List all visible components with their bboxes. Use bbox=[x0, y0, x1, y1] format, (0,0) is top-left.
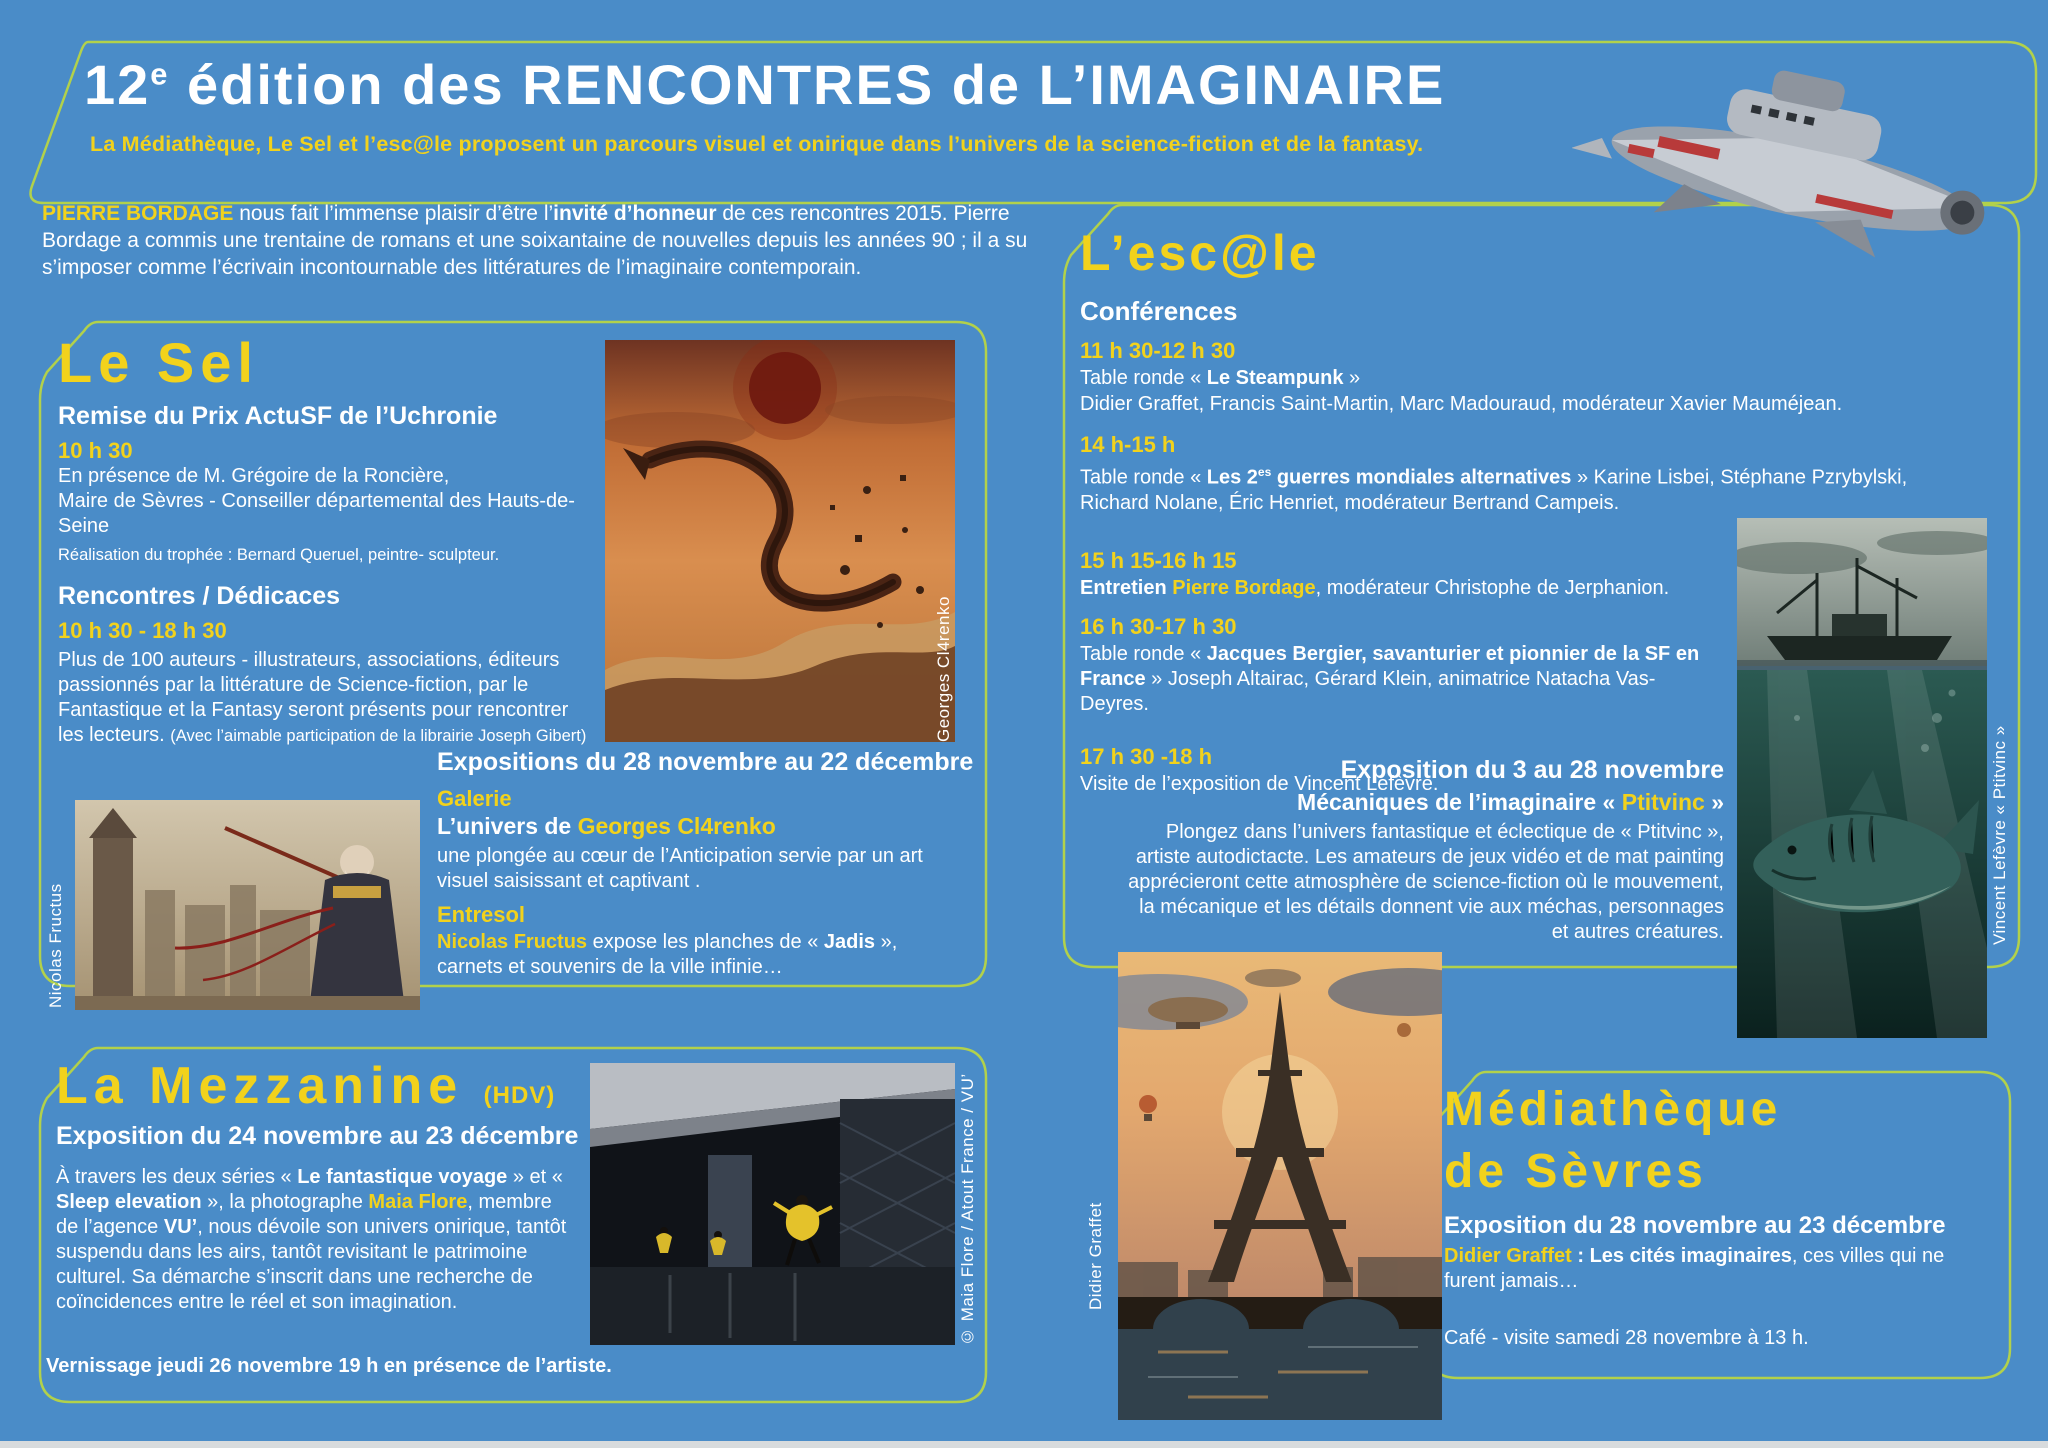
fructus-artwork-caption: Nicolas Fructus bbox=[46, 883, 65, 1008]
session-1-line2: Didier Graffet, Francis Saint-Martin, Marc Madouraud, modérateur Xavier Mauméjean. bbox=[1080, 393, 1843, 415]
graffet-artwork-caption: Didier Graffet bbox=[1086, 1202, 1105, 1310]
session-1-line1: Table ronde « Le Steampunk » bbox=[1080, 367, 1361, 389]
mezzanine-title: La Mezzanine (HDV) bbox=[56, 1057, 556, 1115]
mediatheque-cafe-line: Café - visite samedi 28 novembre à 13 h. bbox=[1444, 1327, 1809, 1349]
maia-flore-photo-caption: © Maia Flore / Atout France / VU’ bbox=[958, 1073, 977, 1346]
eiffel-artwork bbox=[1118, 952, 1442, 1420]
escale-title: L’esc@le bbox=[1080, 225, 1320, 281]
le-sel-prix-note: Réalisation du trophée : Bernard Queruel, peintre- sculpteur. bbox=[58, 546, 500, 564]
le-sel-dedicaces-text: Plus de 100 auteurs - illustrateurs, associations, éditeurs passionnés par la littérature de Science-fiction, par le Fantastique et la Fantasy seront présents pour rencontrer les lecteurs. (Avec l’aimable participation de la librairie Joseph Gibert) bbox=[58, 649, 587, 746]
intro-guest-name: PIERRE BORDAGE bbox=[42, 202, 234, 225]
session-2-text: Table ronde « Les $2^{es}$ guerres mondiales alternatives » Karine Lisbei, Stéphane Pzrybylski, Richard Nolane, Éric Henriet, modérateur Bertrand Campeis. bbox=[1080, 465, 1908, 514]
session-2-time: 14 h-15 h bbox=[1080, 432, 1176, 457]
dragon-artwork bbox=[605, 340, 955, 742]
page-title bbox=[84, 52, 1445, 117]
spaceship-illustration bbox=[1572, 28, 2012, 288]
intro-paragraph: PIERRE BORDAGE nous fait l’immense plaisir d’être l’invité d’honneur de ces rencontres 2015. Pierre Bordage a commis une trentaine de romans et une soixantaine de nouvelles depuis les années 90 ; il a su s’imposer comme l’écrivain incontournable des littératures de l’imaginaire contemporain. bbox=[42, 202, 1028, 279]
le-sel-dedicaces-note: (Avec l’aimable participation de la librairie Joseph Gibert) bbox=[170, 727, 587, 745]
mediatheque-expo-text: Didier Graffet : Les cités imaginaires, ces villes qui ne furent jamais… bbox=[1444, 1245, 1945, 1292]
le-sel-title: Le Sel bbox=[58, 331, 259, 394]
session-3-time: 15 h 15-16 h 15 bbox=[1080, 548, 1237, 573]
le-sel-prix-line1: En présence de M. Grégoire de la Roncière, bbox=[58, 465, 450, 487]
page-title-number: 12 bbox=[84, 53, 151, 116]
mezzanine-expo-heading: Exposition du 24 novembre au 23 décembre bbox=[56, 1122, 579, 1150]
mediatheque-title-line2: de Sèvres bbox=[1444, 1145, 1707, 1198]
session-1-time: 11 h 30-12 h 30 bbox=[1080, 338, 1236, 363]
shark-artwork-caption: Vincent Lefèvre « Ptitvinc » bbox=[1990, 725, 2009, 945]
le-sel-galerie-line: L’univers de Georges Cl4renko bbox=[437, 813, 776, 839]
ptitvinc-expo-subheading: Mécaniques de l’imaginaire « Ptitvinc » bbox=[1297, 789, 1724, 815]
le-sel-entresol-text: Nicolas Fructus expose les planches de « Jadis », carnets et souvenirs de la ville infinie… bbox=[437, 931, 898, 978]
ptitvinc-expo-heading: Exposition du 3 au 28 novembre bbox=[1340, 756, 1724, 784]
page-subtitle: La Médiathèque, Le Sel et l’esc@le proposent un parcours visuel et onirique dans l’univers de la science-fiction et de la fantasy. bbox=[90, 132, 1424, 156]
pierre-bordage-name: Pierre Bordage bbox=[1172, 577, 1316, 599]
nicolas-fructus-name: Nicolas Fructus bbox=[437, 931, 588, 953]
le-sel-prix-line2: Maire de Sèvres - Conseiller départemental des Hauts-de-Seine bbox=[58, 490, 575, 537]
session-5-text: Visite de l’exposition de Vincent Lefèvre. bbox=[1080, 773, 1439, 795]
page-title-text: édition des RENCONTRES de L’IMAGINAIRE bbox=[169, 53, 1446, 116]
mediatheque-title-line1: Médiathèque bbox=[1444, 1083, 1782, 1136]
le-sel-galerie-label: Galerie bbox=[437, 786, 512, 811]
dragon-artwork-caption: Georges Cl4renko bbox=[934, 596, 953, 742]
session-4-time: 16 h 30-17 h 30 bbox=[1080, 614, 1237, 639]
le-sel-expo-heading: Expositions du 28 novembre au 22 décembre bbox=[437, 748, 974, 776]
escale-conferences-heading: Conférences bbox=[1080, 296, 1238, 326]
ptitvinc-name: Ptitvinc bbox=[1621, 789, 1705, 815]
le-sel-dedicaces-time: 10 h 30 - 18 h 30 bbox=[58, 618, 227, 643]
ptitvinc-expo-text: Plongez dans l’univers fantastique et éclectique de « Ptitvinc », artiste autodictacte. Les amateurs de jeux vidéo et de mat painting apprécieront cette atmosphère de science-fiction où le mouvement, la mécanique et les détails donnent vie aux méchas, personnages et autres créatures. bbox=[1128, 821, 1724, 943]
didier-graffet-name: Didier Graffet bbox=[1444, 1245, 1572, 1267]
mezzanine-vernissage: Vernissage jeudi 26 novembre 19 h en présence de l’artiste. bbox=[46, 1355, 612, 1377]
mediatheque-expo-heading: Exposition du 28 novembre au 23 décembre bbox=[1444, 1212, 1946, 1239]
session-5-time: 17 h 30 -18 h bbox=[1080, 744, 1213, 769]
session-3-text: Entretien Pierre Bordage, modérateur Christophe de Jerphanion. bbox=[1080, 577, 1670, 599]
le-sel-prix-time: 10 h 30 bbox=[58, 438, 133, 463]
le-sel-dedicaces-heading: Rencontres / Dédicaces bbox=[58, 582, 341, 610]
maia-flore-photo bbox=[590, 1063, 955, 1345]
le-sel-entresol-label: Entresol bbox=[437, 902, 526, 927]
fructus-artwork bbox=[75, 800, 420, 1010]
page-title-sup: e bbox=[150, 56, 170, 92]
mezzanine-title-suffix: (HDV) bbox=[483, 1082, 556, 1109]
le-sel-galerie-text: une plongée au cœur de l’Anticipation servie par un art visuel saisissant et captivant . bbox=[437, 845, 923, 892]
georges-cl4renko-name: Georges Cl4renko bbox=[577, 813, 776, 839]
shark-artwork bbox=[1737, 518, 1987, 1038]
maia-flore-name: Maia Flore bbox=[368, 1191, 468, 1213]
mezzanine-paragraph: À travers les deux séries « Le fantastique voyage » et « Sleep elevation », la photographe Maia Flore, membre de l’agence VU’, nous dévoile son univers onirique, tantôt suspendu dans les airs, tantôt revisitant le patrimoine culturel. Sa démarche s’inscrit dans une recherche de coïncidences entre le réel et son imagination. bbox=[56, 1166, 567, 1313]
bottom-strip bbox=[0, 1441, 2048, 1448]
session-4-text: Table ronde « Jacques Bergier, savanturier et pionnier de la SF en France » Joseph Altairac, Gérard Klein, animatrice Natacha Vas-Deyres. bbox=[1080, 643, 1700, 715]
le-sel-prix-heading: Remise du Prix ActuSF de l’Uchronie bbox=[58, 402, 498, 430]
